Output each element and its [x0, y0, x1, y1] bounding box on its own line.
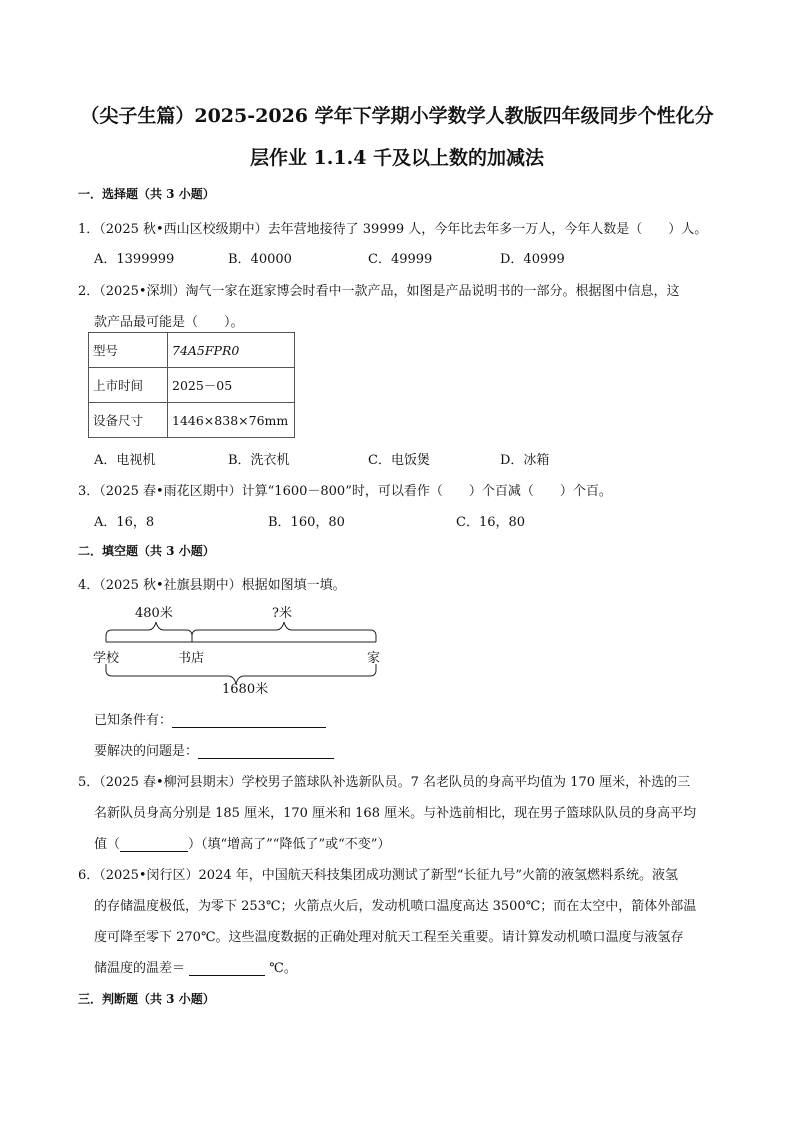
question-6-line2: 的存储温度极低，为零下 253℃；火箭点火后，发动机喷口温度高达 3500℃；而在太空中，箭体外部温 [94, 899, 697, 914]
table-cell-value: 74A5FPR0 [168, 333, 295, 368]
section-heading-judge: 三．判断题（共 3 小题） [78, 992, 215, 1006]
table-cell-key: 型号 [89, 333, 168, 368]
q5-text-start: 值（ [94, 837, 121, 852]
q5-answer-blank[interactable] [120, 837, 188, 852]
product-spec-table [88, 332, 295, 438]
top-left-brace [106, 622, 192, 642]
q1-option-c: C．49999 [368, 252, 433, 267]
problem-row [94, 740, 334, 759]
q2-option-b: B．洗衣机 [228, 453, 290, 468]
q6-answer-blank[interactable] [189, 961, 265, 976]
question-5-line3 [94, 833, 390, 852]
known-conditions-row [94, 709, 326, 728]
table-row [89, 333, 295, 368]
label-bookstore: 书店 [178, 651, 205, 666]
label-home: 家 [367, 651, 381, 666]
q3-option-b: B．160，80 [268, 515, 345, 530]
q1-option-b: B．40000 [228, 252, 292, 267]
table-row [89, 368, 295, 403]
document-title-line2: 层作业 1.1.4 千及以上数的加减法 [249, 147, 545, 169]
table-row [89, 403, 295, 438]
question-5-line2: 名新队员身高分别是 185 厘米，170 厘米和 168 厘米。与补选前相比，现在男子篮球队队员的身高平均 [94, 806, 697, 821]
section-heading-fill: 二．填空题（共 3 小题） [78, 544, 215, 558]
section-heading-choice: 一．选择题（共 3 小题） [78, 187, 215, 201]
q6-text-start: 储温度的温差＝ [94, 961, 186, 976]
q6-text-end: ℃。 [269, 961, 297, 976]
question-6-line1: 6．（2025•闵行区）2024 年，中国航天科技集团成功测试了新型“长征九号”火箭的液氢燃料系统。液氢 [78, 868, 679, 883]
question-5-line1: 5．（2025 春•柳河县期末）学校男子篮球队补选新队员。7 名老队员的身高平均值为 170 厘米，补选的三 [78, 775, 691, 790]
question-1-text: 1．（2025 秋•西山区校级期中）去年营地接待了 39999 人，今年比去年多一万人，今年人数是（ ）人。 [78, 222, 708, 237]
q2-option-a: A．电视机 [94, 453, 156, 468]
q2-option-d: D．冰箱 [500, 453, 550, 468]
q3-option-a: A．16，8 [94, 515, 155, 530]
q2-option-c: C．电饭煲 [368, 453, 430, 468]
known-conditions-blank[interactable] [172, 713, 326, 728]
question-2-line2: 款产品最可能是（ ）。 [94, 315, 244, 330]
question-3-text: 3．（2025 春•雨花区期中）计算“1600－800”时，可以看作（ ）个百减（ ）个百。 [78, 484, 612, 499]
table-cell-value: 2025－05 [168, 368, 295, 403]
table-cell-value: 1446×838×76mm [168, 403, 295, 438]
q3-option-c: C．16，80 [456, 515, 526, 530]
problem-label: 要解决的问题是： [94, 744, 199, 759]
label-480m: 480米 [135, 606, 173, 621]
problem-blank[interactable] [198, 744, 334, 759]
label-unknown-m: ?米 [272, 606, 292, 621]
table-cell-key: 设备尺寸 [89, 403, 168, 438]
top-right-brace [192, 622, 376, 642]
table-cell-key: 上市时间 [89, 368, 168, 403]
question-4-text: 4．（2025 秋•社旗县期中）根据如图填一填。 [78, 578, 346, 593]
label-1680m: 1680米 [222, 682, 269, 697]
q1-option-d: D．40999 [500, 252, 565, 267]
document-title-line1: （尖子生篇）2025-2026 学年下学期小学数学人教版四年级同步个性化分 [80, 105, 714, 127]
q5-text-end: ）（填“增高了”“降低了”或“不变”） [188, 837, 391, 852]
label-school: 学校 [93, 651, 120, 666]
q1-option-a: A．1399999 [94, 252, 175, 267]
question-6-line3: 度可降至零下 270℃。这些温度数据的正确处理对航天工程至关重要。请计算发动机喷口温度与液氢存 [94, 930, 684, 945]
question-2-line1: 2．（2025•深圳）淘气一家在逛家博会时看中一款产品，如图是产品说明书的一部分。根据图中信息，这 [78, 284, 680, 299]
question-6-line4 [94, 957, 297, 976]
known-conditions-label: 已知条件有： [94, 713, 173, 728]
